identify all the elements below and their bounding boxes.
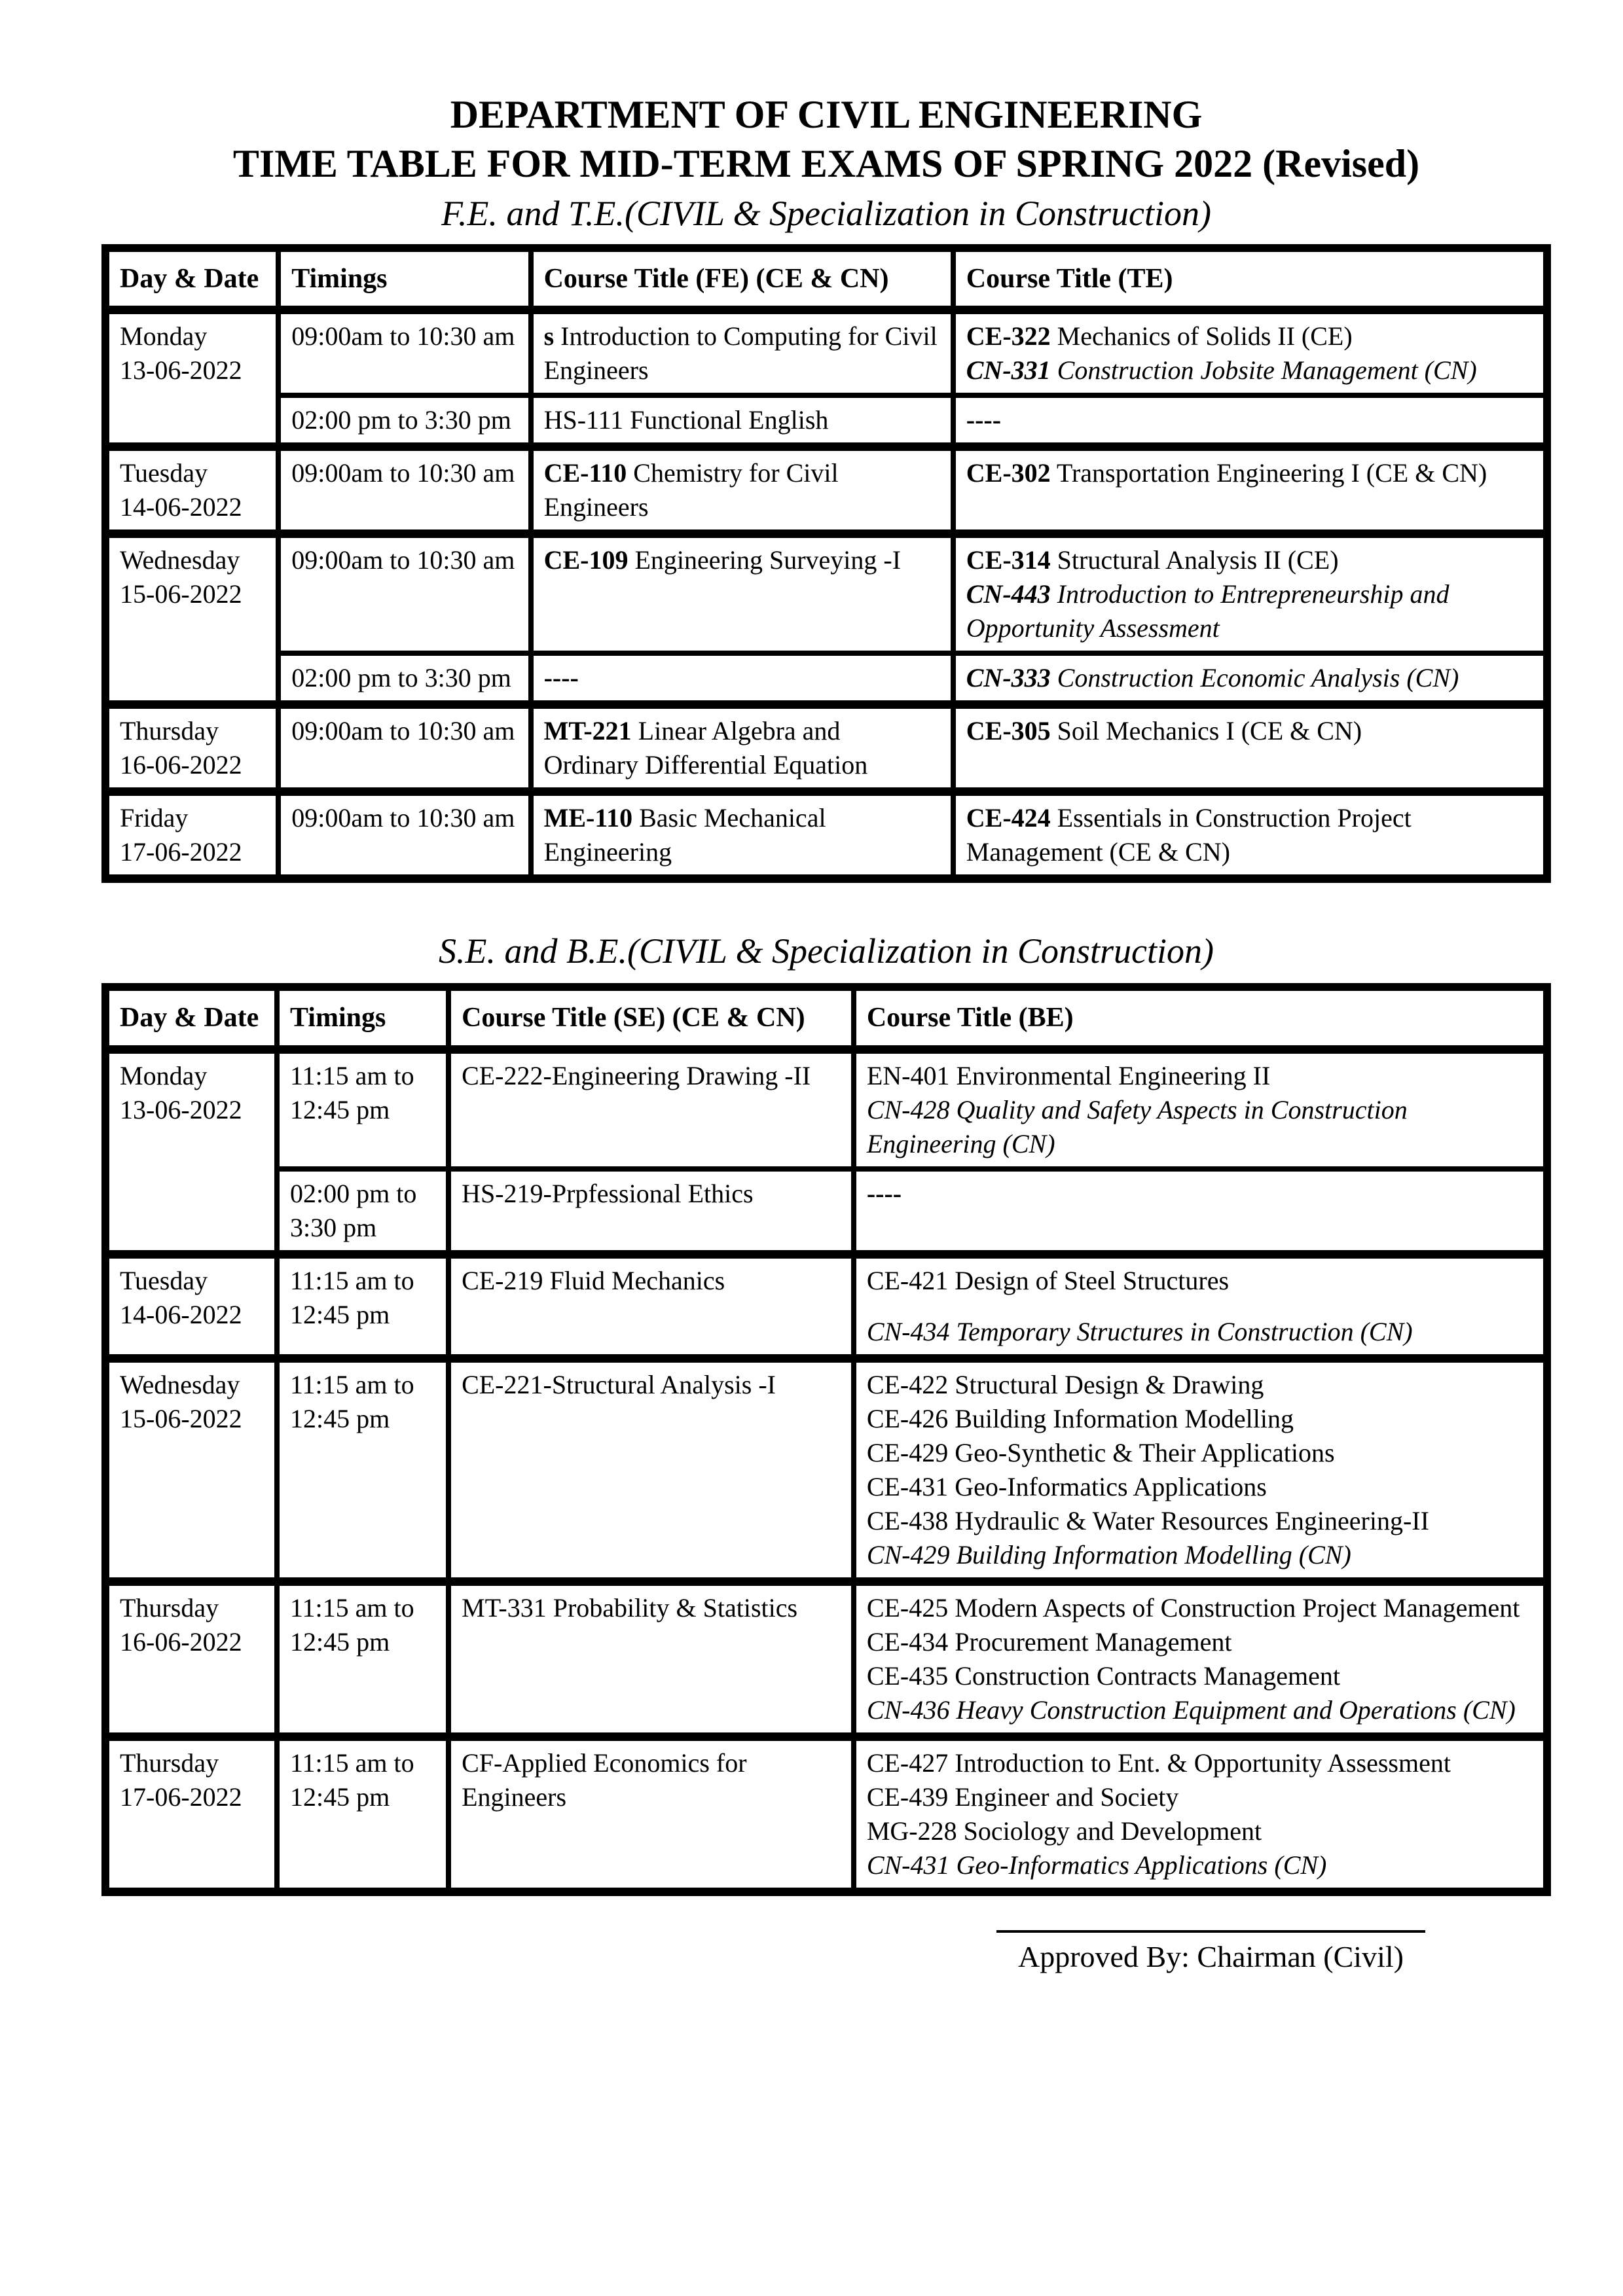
course-cell-left <box>531 395 953 447</box>
course-cell-left <box>448 1581 854 1736</box>
header-row <box>105 987 1547 1049</box>
table-subtitle-se-be: S.E. and B.E.(CIVIL & Specialization in Construction) <box>439 931 1214 971</box>
course-title: CN-429 Building Information Modelling (CN) <box>866 1539 1351 1570</box>
course-cell-left <box>531 447 953 534</box>
day-row-group <box>105 1736 1547 1892</box>
day-date: 16-06-2022 <box>120 750 242 780</box>
day-row-group <box>105 447 1547 534</box>
course-cell-left <box>531 310 953 396</box>
slot-row <box>105 1254 1547 1358</box>
course-entry <box>867 1093 1533 1161</box>
course-entry <box>462 1746 841 1814</box>
course-entry <box>966 543 1533 577</box>
course-code: s <box>543 321 555 351</box>
course-entry <box>867 1780 1533 1814</box>
course-entry <box>544 801 940 869</box>
slot-row <box>105 534 1547 654</box>
document-title-line-2: TIME TABLE FOR MID-TERM EXAMS OF SPRING 2022 (Revised) <box>232 142 1420 185</box>
course-title: Linear Algebra and Ordinary Differential Equation <box>543 716 868 780</box>
course-title: CN-434 Temporary Structures in Construction (CN) <box>866 1316 1413 1346</box>
column-header-1: Day & Date <box>105 248 278 310</box>
course-title: MT-331 Probability & Statistics <box>462 1592 798 1623</box>
course-code: ---- <box>866 1178 902 1208</box>
column-header-2: Timings <box>277 987 448 1049</box>
course-code: CE-322 <box>966 321 1051 351</box>
course-cell-right <box>953 653 1547 705</box>
timing-cell: 09:00am to 10:30 am <box>278 310 530 396</box>
course-entry <box>867 1059 1533 1093</box>
day-row-group <box>105 1254 1547 1358</box>
course-code: CE-110 <box>543 458 627 488</box>
course-title: Construction Jobsite Management (CN) <box>1050 355 1477 386</box>
course-title: CE-438 Hydraulic & Water Resources Engineering-II <box>866 1505 1429 1535</box>
course-cell-left <box>531 792 953 879</box>
course-title: CE-421 Design of Steel Structures <box>866 1265 1230 1295</box>
column-header-3: Course Title (FE) (CE & CN) <box>531 248 953 310</box>
course-title: CN-436 Heavy Construction Equipment and Operations (CN) <box>866 1695 1516 1725</box>
slot-row <box>105 1049 1547 1169</box>
course-title: CE-425 Modern Aspects of Construction Project Management <box>866 1592 1520 1623</box>
slot-row <box>105 447 1547 534</box>
timing-cell: 09:00am to 10:30 am <box>278 705 530 792</box>
day-name: Wednesday <box>120 545 240 575</box>
day-name: Friday <box>120 803 189 833</box>
day-date: 14-06-2022 <box>120 1299 242 1329</box>
course-title: CE-429 Geo-Synthetic & Their Applications <box>866 1437 1335 1467</box>
course-title: CE-219 Fluid Mechanics <box>462 1265 725 1295</box>
day-name: Wednesday <box>120 1369 240 1399</box>
course-code: CE-305 <box>966 716 1051 746</box>
day-date: 14-06-2022 <box>120 492 242 522</box>
course-cell-right <box>854 1049 1547 1169</box>
course-cell-right <box>953 395 1547 447</box>
table-header <box>105 248 1547 310</box>
slot-row <box>105 395 1547 447</box>
course-cell-left <box>448 1358 854 1581</box>
course-title: Transportation Engineering I (CE & CN) <box>1050 458 1487 488</box>
timing-cell: 09:00am to 10:30 am <box>278 792 530 879</box>
course-cell-right <box>953 310 1547 396</box>
course-cell-right <box>953 705 1547 792</box>
course-title: CE-422 Structural Design & Drawing <box>866 1369 1264 1399</box>
course-entry <box>867 1315 1533 1349</box>
course-entry <box>462 1059 841 1093</box>
timing-cell: 02:00 pm to 3:30 pm <box>277 1169 448 1255</box>
course-title: Introduction to Computing for Civil Engineers <box>543 321 938 386</box>
column-header-4: Course Title (TE) <box>953 248 1547 310</box>
course-cell-right <box>854 1736 1547 1892</box>
column-header-1: Day & Date <box>105 987 277 1049</box>
course-entry <box>867 1625 1533 1659</box>
course-title: Mechanics of Solids II (CE) <box>1050 321 1353 351</box>
course-title: CN-428 Quality and Safety Aspects in Construction Engineering (CN) <box>866 1094 1408 1158</box>
course-code: ME-110 <box>543 803 633 833</box>
course-title: CE-434 Procurement Management <box>866 1626 1232 1657</box>
course-entry <box>867 1368 1533 1402</box>
course-cell-left <box>531 653 953 705</box>
course-code: CN-333 <box>966 663 1051 693</box>
approval-footer <box>101 1930 1551 1976</box>
day-date-cell <box>105 1736 277 1892</box>
day-name: Tuesday <box>120 1265 208 1295</box>
slot-row <box>105 1169 1547 1255</box>
day-date: 15-06-2022 <box>120 579 242 609</box>
slot-row <box>105 792 1547 879</box>
timing-cell: 09:00am to 10:30 am <box>278 534 530 654</box>
course-entry <box>966 661 1533 695</box>
day-date-cell <box>105 705 278 792</box>
slot-row <box>105 310 1547 396</box>
course-title: CE-439 Engineer and Society <box>866 1782 1179 1812</box>
course-code: CN-331 <box>966 355 1051 386</box>
course-title: MG-228 Sociology and Development <box>866 1816 1262 1846</box>
course-entry <box>867 1470 1533 1504</box>
course-entry <box>867 1402 1533 1436</box>
course-entry <box>544 714 940 782</box>
day-date-cell <box>105 1358 277 1581</box>
course-code: CE-302 <box>966 458 1051 488</box>
course-entry <box>544 403 940 437</box>
day-name: Monday <box>120 321 208 351</box>
day-date: 17-06-2022 <box>120 837 242 867</box>
course-title: CE-431 Geo-Informatics Applications <box>866 1471 1267 1501</box>
course-code: ---- <box>543 663 579 693</box>
course-title: CE-221-Structural Analysis -I <box>462 1369 776 1399</box>
day-name: Thursday <box>120 1592 219 1623</box>
course-entry <box>867 1693 1533 1727</box>
day-name: Thursday <box>120 1748 219 1778</box>
course-code: CN-443 <box>966 579 1051 609</box>
slot-row <box>105 1358 1547 1581</box>
course-cell-left <box>531 534 953 654</box>
course-entry <box>966 714 1533 748</box>
course-entry <box>966 319 1533 353</box>
day-row-group <box>105 310 1547 447</box>
column-header-4: Course Title (BE) <box>854 987 1547 1049</box>
timetable-fe-te <box>101 244 1551 884</box>
course-entry <box>462 1177 841 1211</box>
day-date: 16-06-2022 <box>120 1626 242 1657</box>
timing-cell: 11:15 am to 12:45 pm <box>277 1358 448 1581</box>
course-entry <box>867 1746 1533 1780</box>
day-date-cell <box>105 1254 277 1358</box>
course-title: Engineering Surveying -I <box>628 545 902 575</box>
course-code: CE-424 <box>966 803 1051 833</box>
course-title: EN-401 Environmental Engineering II <box>866 1060 1271 1090</box>
course-cell-left <box>448 1736 854 1892</box>
timing-cell: 11:15 am to 12:45 pm <box>277 1049 448 1169</box>
course-title: Structural Analysis II (CE) <box>1050 545 1339 575</box>
course-entry <box>867 1814 1533 1848</box>
timetable-se-be <box>101 983 1551 1896</box>
course-entry <box>867 1591 1533 1625</box>
slot-row <box>105 705 1547 792</box>
course-entry <box>966 456 1533 490</box>
day-date-cell <box>105 310 278 447</box>
approved-by-text: Approved By: Chairman (Civil) <box>1018 1939 1404 1973</box>
course-entry <box>966 577 1533 645</box>
day-date-cell <box>105 1049 277 1254</box>
course-entry <box>867 1177 1533 1211</box>
day-date-cell <box>105 447 278 534</box>
day-row-group <box>105 1358 1547 1581</box>
day-row-group <box>105 792 1547 879</box>
course-cell-right <box>953 792 1547 879</box>
course-title: CF-Applied Economics for Engineers <box>462 1748 747 1812</box>
course-code: MT-221 <box>543 716 632 746</box>
course-entry <box>966 353 1533 387</box>
table-subtitle-fe-te: F.E. and T.E.(CIVIL & Specialization in Construction) <box>441 194 1211 233</box>
course-entry <box>867 1659 1533 1693</box>
course-cell-right <box>854 1254 1547 1358</box>
course-entry <box>462 1591 841 1625</box>
day-name: Tuesday <box>120 458 208 488</box>
course-cell-right <box>953 447 1547 534</box>
course-entry <box>867 1436 1533 1470</box>
course-cell-right <box>854 1169 1547 1255</box>
timing-cell: 11:15 am to 12:45 pm <box>277 1581 448 1736</box>
course-entry <box>867 1538 1533 1572</box>
course-cell-right <box>854 1581 1547 1736</box>
course-entry <box>867 1504 1533 1538</box>
course-title: CE-426 Building Information Modelling <box>866 1403 1294 1433</box>
course-title: Basic Mechanical Engineering <box>543 803 826 867</box>
day-date: 15-06-2022 <box>120 1403 242 1433</box>
document-title-line-1: DEPARTMENT OF CIVIL ENGINEERING <box>450 93 1203 136</box>
timing-cell: 02:00 pm to 3:30 pm <box>278 653 530 705</box>
course-entry <box>867 1848 1533 1882</box>
day-date: 13-06-2022 <box>120 355 242 386</box>
timing-cell: 11:15 am to 12:45 pm <box>277 1254 448 1358</box>
course-title: Chemistry for Civil Engineers <box>543 458 839 522</box>
table-header <box>105 987 1547 1049</box>
course-entry <box>544 456 940 524</box>
course-entry <box>462 1368 841 1402</box>
course-title: CE-435 Construction Contracts Management <box>866 1660 1341 1691</box>
slot-row <box>105 653 1547 705</box>
course-cell-left <box>448 1169 854 1255</box>
course-cell-right <box>953 534 1547 654</box>
course-cell-right <box>854 1358 1547 1581</box>
day-date-cell <box>105 534 278 705</box>
course-code: CE-314 <box>966 545 1051 575</box>
day-row-group <box>105 705 1547 792</box>
day-date: 13-06-2022 <box>120 1094 242 1124</box>
course-code: ---- <box>966 405 1002 435</box>
course-cell-left <box>448 1254 854 1358</box>
day-row-group <box>105 1581 1547 1736</box>
course-code: CE-109 <box>543 545 629 575</box>
course-entry <box>544 661 940 695</box>
course-title: CE-427 Introduction to Ent. & Opportunity Assessment <box>866 1748 1451 1778</box>
day-date: 17-06-2022 <box>120 1782 242 1812</box>
timing-cell: 09:00am to 10:30 am <box>278 447 530 534</box>
course-title: HS-111 Functional English <box>543 405 829 435</box>
slot-row <box>105 1736 1547 1892</box>
day-row-group <box>105 1049 1547 1254</box>
signature-block <box>996 1930 1425 1976</box>
day-row-group <box>105 534 1547 705</box>
course-entry <box>867 1264 1533 1298</box>
course-title: CN-431 Geo-Informatics Applications (CN) <box>866 1850 1327 1880</box>
day-name: Thursday <box>120 716 219 746</box>
column-header-2: Timings <box>278 248 530 310</box>
timing-cell: 11:15 am to 12:45 pm <box>277 1736 448 1892</box>
timing-cell: 02:00 pm to 3:30 pm <box>278 395 530 447</box>
day-date-cell <box>105 1581 277 1736</box>
course-title: Essentials in Construction Project Management (CE & CN) <box>966 803 1412 867</box>
course-title: CE-222-Engineering Drawing -II <box>462 1060 811 1090</box>
course-title: Soil Mechanics I (CE & CN) <box>1050 716 1362 746</box>
course-entry <box>544 543 940 577</box>
course-entry <box>544 319 940 387</box>
column-header-3: Course Title (SE) (CE & CN) <box>448 987 854 1049</box>
course-entry <box>966 801 1533 869</box>
course-cell-left <box>448 1049 854 1169</box>
course-entry <box>462 1264 841 1298</box>
slot-row <box>105 1581 1547 1736</box>
day-date-cell <box>105 792 278 879</box>
course-title: Construction Economic Analysis (CN) <box>1050 663 1459 693</box>
course-title: Introduction to Entrepreneurship and Opportunity Assessment <box>966 579 1450 643</box>
header-row <box>105 248 1547 310</box>
signature-line <box>996 1930 1425 1933</box>
course-entry <box>966 403 1533 437</box>
course-cell-left <box>531 705 953 792</box>
course-title: HS-219-Prpfessional Ethics <box>462 1178 754 1208</box>
day-name: Monday <box>120 1060 208 1090</box>
